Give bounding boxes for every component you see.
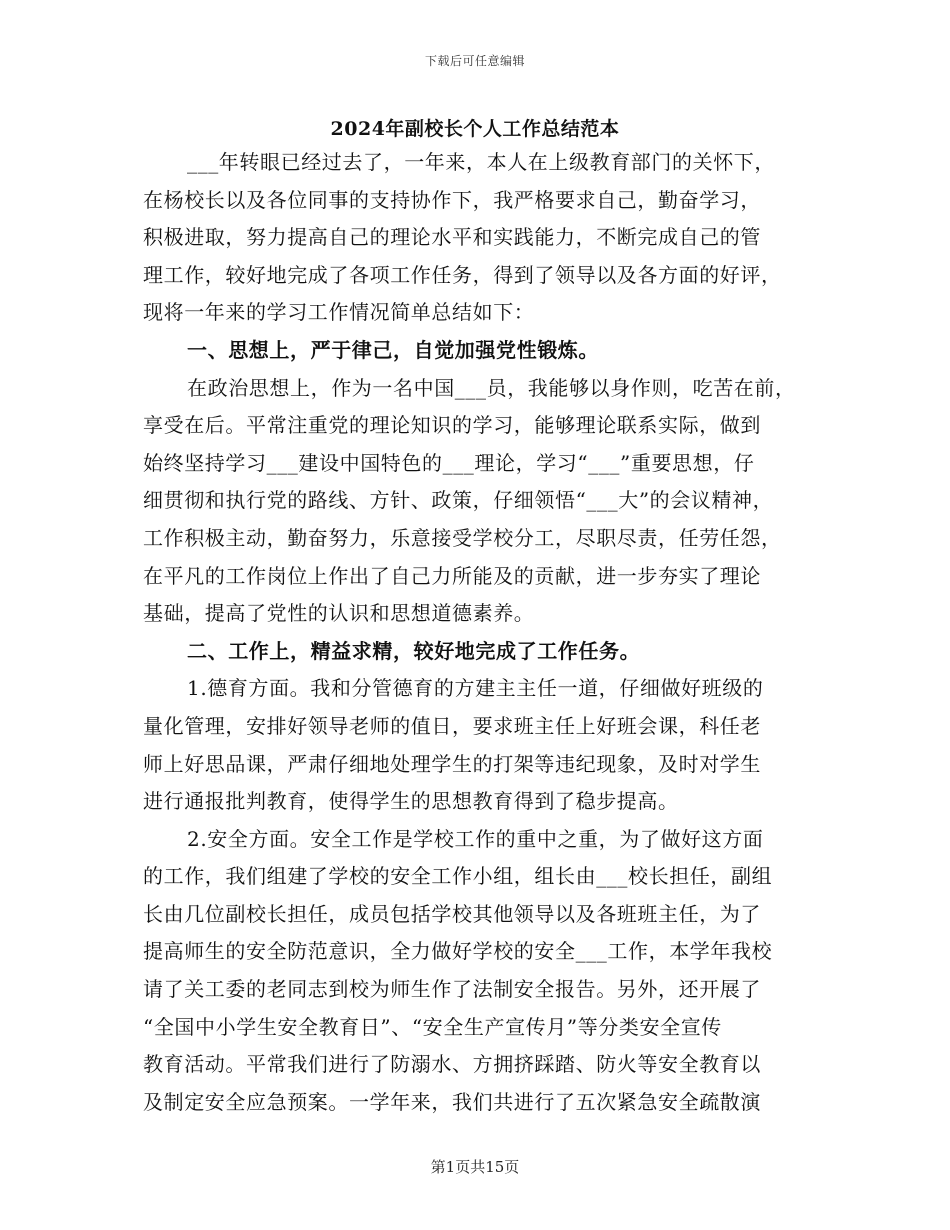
header-note: 下载后可任意编辑 bbox=[424, 54, 525, 68]
section-heading: 一、思想上，严于律己，自觉加强党性锻炼。 bbox=[187, 337, 599, 362]
body-line: 工作积极主动，勤奋努力，乐意接受学校分工，尽职尽责，任劳任怨， bbox=[143, 525, 782, 550]
body-line: 请了关工委的老同志到校为师生作了法制安全报告。另外，还开展了 bbox=[143, 977, 761, 1002]
document-body bbox=[143, 144, 823, 1121]
body-line: 在平凡的工作岗位上作出了自己力所能及的贡献，进一步夯实了理论 bbox=[143, 563, 761, 588]
body-line: 量化管理，安排好领导老师的值日，要求班主任上好班会课，科任老 bbox=[143, 713, 761, 738]
body-line: ___年转眼已经过去了，一年来，本人在上级教育部门的关怀下， bbox=[187, 150, 775, 174]
body-line: 进行通报批判教育，使得学生的思想教育得到了稳步提高。 bbox=[143, 789, 679, 814]
body-line: 享受在后。平常注重党的理论知识的学习，能够理论联系实际，做到 bbox=[143, 413, 761, 438]
section-heading: 二、工作上，精益求精，较好地完成了工作任务。 bbox=[187, 638, 641, 663]
body-line: 现将一年来的学习工作情况简单总结如下： bbox=[143, 300, 535, 325]
body-line: 在杨校长以及各位同事的支持协作下，我严格要求自己，勤奋学习， bbox=[143, 187, 761, 212]
body-line: 1.德育方面。我和分管德育的方建主主任一道，仔细做好班级的 bbox=[187, 676, 764, 701]
page-number: 第1页共15页 bbox=[430, 1158, 520, 1176]
body-line: 2.安全方面。安全工作是学校工作的重中之重，为了做好这方面 bbox=[187, 826, 764, 851]
body-line: 师上好思品课，严肃仔细地处理学生的打架等违纪现象，及时对学生 bbox=[143, 751, 761, 776]
body-line: 基础，提高了党性的认识和思想道德素养。 bbox=[143, 601, 535, 626]
body-line: 及制定安全应急预案。一学年来，我们共进行了五次紧急安全疏散演 bbox=[143, 1089, 761, 1114]
body-line: 理工作，较好地完成了各项工作任务，得到了领导以及各方面的好评， bbox=[143, 262, 782, 287]
document-title: 2024年副校长个人工作总结范本 bbox=[330, 118, 620, 140]
body-line: “全国中小学生安全教育日”、“安全生产宣传月”等分类安全宣传 bbox=[143, 1014, 722, 1039]
body-line: 在政治思想上，作为一名中国___员，我能够以身作则，吃苦在前， bbox=[187, 375, 796, 400]
body-line: 长由几位副校长担任，成员包括学校其他领导以及各班班主任，为了 bbox=[143, 901, 761, 926]
body-line: 提高师生的安全防范意识，全力做好学校的安全___工作，本学年我校 bbox=[143, 939, 773, 964]
body-line: 的工作，我们组建了学校的安全工作小组，组长由___校长担任，副组 bbox=[143, 864, 773, 889]
body-line: 教育活动。平常我们进行了防溺水、方拥挤踩踏、防火等安全教育以 bbox=[143, 1052, 761, 1077]
body-line: 积极进取，努力提高自己的理论水平和实践能力，不断完成自己的管 bbox=[143, 225, 761, 250]
body-line: 始终坚持学习___建设中国特色的___理论，学习“___”重要思想，仔 bbox=[143, 450, 755, 475]
body-line: 细贯彻和执行党的路线、方针、政策，仔细领悟“___大”的会议精神， bbox=[143, 488, 774, 513]
